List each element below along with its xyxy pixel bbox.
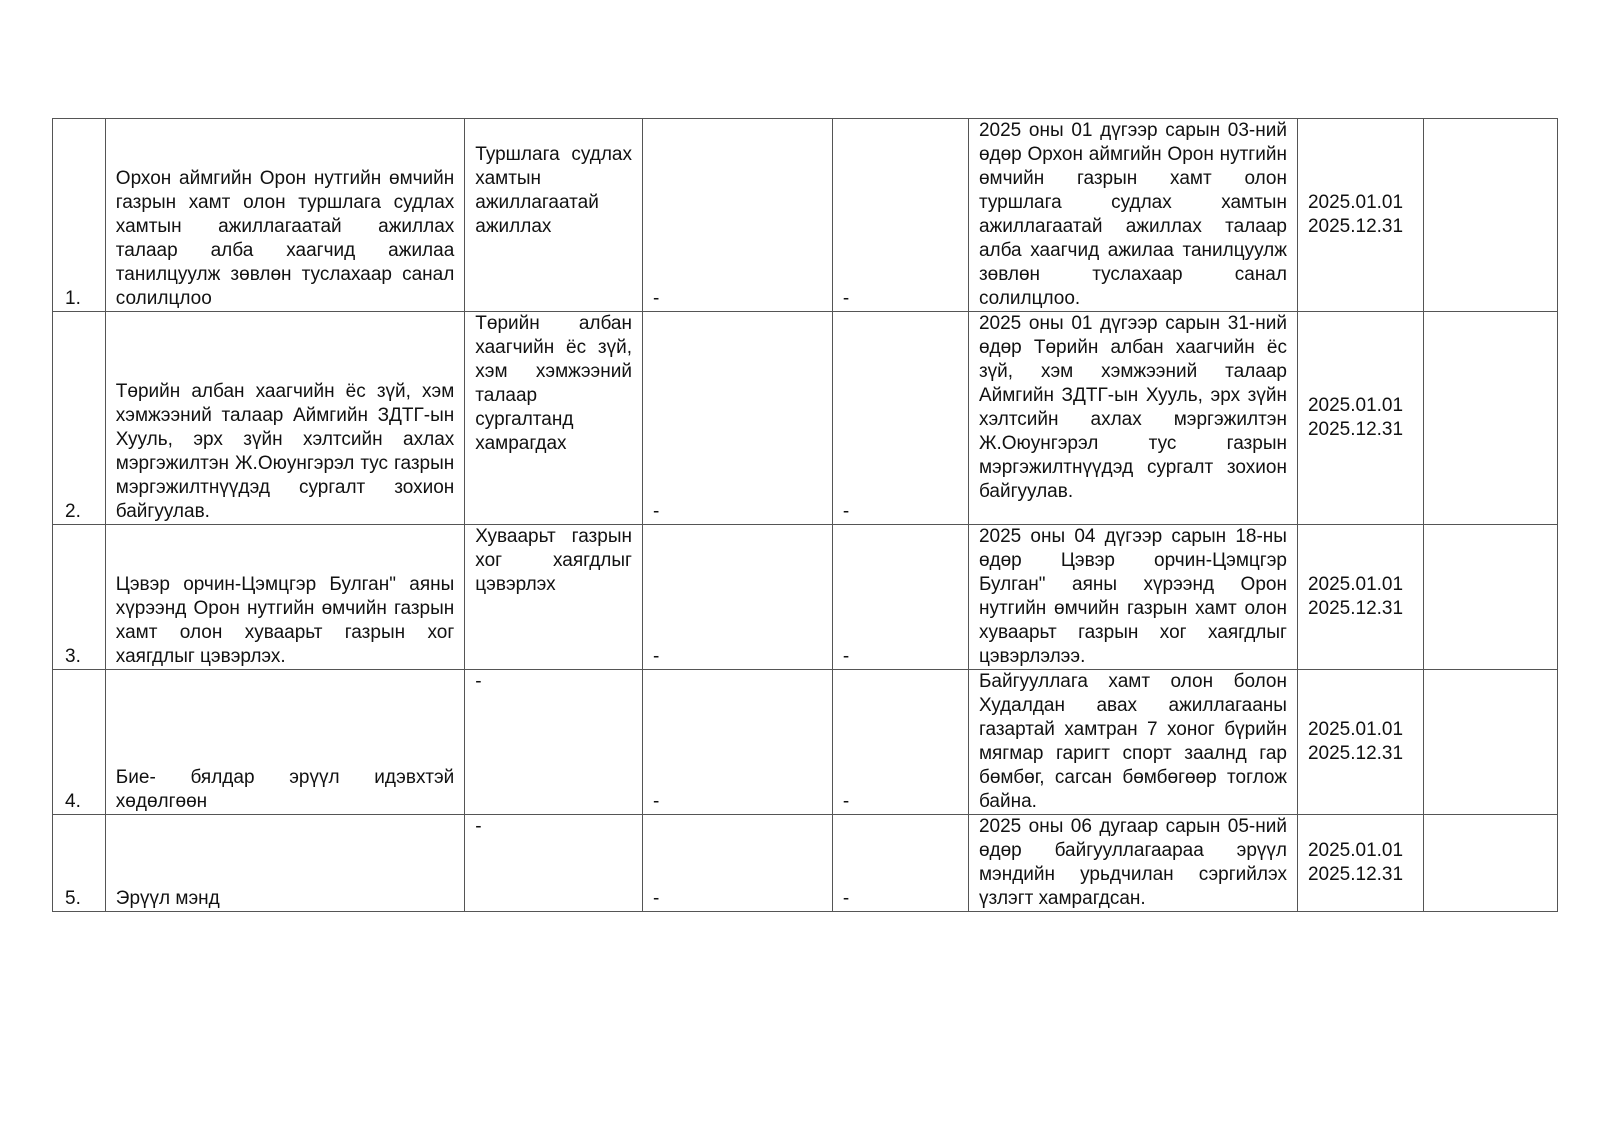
table-row xyxy=(53,670,1558,815)
row-number: 1. xyxy=(53,119,106,312)
date-start: 2025.01.01 xyxy=(1307,192,1404,213)
date-start: 2025.01.01 xyxy=(1307,574,1404,595)
empty-cell xyxy=(1423,525,1557,670)
date-end: 2025.12.31 xyxy=(1307,216,1404,237)
dash-cell: - xyxy=(642,815,832,912)
empty-cell xyxy=(1423,119,1557,312)
activity-cell: Төрийн албан хаагчийн ёс зүй, хэм хэмжээний талаар Аймгийн ЗДТГ-ын Хууль, эрх зүйн хэлтсийн ахлах мэргэжилтэн Ж.Оюунгэрэл тус газрын мэргэжилтнүүдэд сургалт зохион байгуулав. xyxy=(105,312,464,525)
table-row xyxy=(53,525,1558,670)
result-cell: 2025 оны 01 дүгээр сарын 03-ний өдөр Орхон аймгийн Орон нутгийн өмчийн газрын хамт олон туршлага судлах хамтын ажиллагаатай ажиллах талаар алба хаагчид ажилаа танилцуулж зөвлөн туслахаар санал солилцлоо. xyxy=(968,119,1297,312)
date-end: 2025.12.31 xyxy=(1307,864,1404,885)
activity-report-table xyxy=(52,118,1558,912)
date-cell xyxy=(1297,119,1423,312)
row-number: 4. xyxy=(53,670,106,815)
empty-cell xyxy=(1423,312,1557,525)
date-start: 2025.01.01 xyxy=(1307,719,1404,740)
table-row xyxy=(53,815,1558,912)
goal-cell: Туршлага судлах хамтын ажиллагаатай ажиллах xyxy=(465,119,643,312)
date-cell xyxy=(1297,525,1423,670)
table-row xyxy=(53,119,1558,312)
goal-cell: Хуваарьт газрын хог хаягдлыг цэвэрлэх xyxy=(465,525,643,670)
dash-cell: - xyxy=(642,119,832,312)
dash-cell: - xyxy=(642,525,832,670)
goal-cell: - xyxy=(465,670,643,815)
dash-cell: - xyxy=(832,670,968,815)
activity-cell: Орхон аймгийн Орон нутгийн өмчийн газрын хамт олон туршлага судлах хамтын ажиллагаатай ажиллах талаар алба хаагчид ажилаа танилцуулж зөвлөн туслахаар санал солилцлоо xyxy=(105,119,464,312)
date-end: 2025.12.31 xyxy=(1307,743,1404,764)
dash-cell: - xyxy=(642,670,832,815)
table-row xyxy=(53,312,1558,525)
dash-cell: - xyxy=(832,119,968,312)
empty-cell xyxy=(1423,670,1557,815)
result-cell: 2025 оны 01 дүгээр сарын 31-ний өдөр Төрийн албан хаагчийн ёс зүй, хэм хэмжээний талаар Аймгийн ЗДТГ-ын Хууль, эрх зүйн хэлтсийн ахлах мэргэжилтэн Ж.Оюунгэрэл тус газрын мэргэжилтнүүдэд сургалт зохион байгуулав. xyxy=(968,312,1297,525)
activity-cell: Бие- бялдар эрүүл идэвхтэй хөдөлгөөн xyxy=(105,670,464,815)
goal-cell: - xyxy=(465,815,643,912)
dash-cell: - xyxy=(832,815,968,912)
empty-cell xyxy=(1423,815,1557,912)
date-end: 2025.12.31 xyxy=(1307,419,1404,440)
row-number: 3. xyxy=(53,525,106,670)
dash-cell: - xyxy=(642,312,832,525)
date-cell xyxy=(1297,312,1423,525)
goal-cell: Төрийн албан хаагчийн ёс зүй, хэм хэмжээний талаар сургалтанд хамрагдах xyxy=(465,312,643,525)
result-cell: 2025 оны 04 дүгээр сарын 18-ны өдөр Цэвэр орчин-Цэмцгэр Булган" аяны хүрээнд Орон нутгийн өмчийн газрын хамт олон хуваарьт газрын хог хаягдлыг цэвэрлэлээ. xyxy=(968,525,1297,670)
result-cell: 2025 оны 06 дугаар сарын 05-ний өдөр байгууллагаараа эрүүл мэндийн урьдчилан сэргийлэх үзлэгт хамрагдсан. xyxy=(968,815,1297,912)
dash-cell: - xyxy=(832,525,968,670)
date-cell xyxy=(1297,815,1423,912)
date-end: 2025.12.31 xyxy=(1307,598,1404,619)
date-start: 2025.01.01 xyxy=(1307,395,1404,416)
dash-cell: - xyxy=(832,312,968,525)
result-cell: Байгууллага хамт олон болон Худалдан авах ажиллагааны газартай хамтран 7 хоног бүрийн мягмар гаригт спорт заалнд гар бөмбөг, сагсан бөмбөгөөр тоглож байна. xyxy=(968,670,1297,815)
date-start: 2025.01.01 xyxy=(1307,840,1404,861)
activity-cell: Цэвэр орчин-Цэмцгэр Булган" аяны хүрээнд Орон нутгийн өмчийн газрын хамт олон хуваарьт газрын хог хаягдлыг цэвэрлэх. xyxy=(105,525,464,670)
row-number: 2. xyxy=(53,312,106,525)
row-number: 5. xyxy=(53,815,106,912)
date-cell xyxy=(1297,670,1423,815)
activity-cell: Эрүүл мэнд xyxy=(105,815,464,912)
